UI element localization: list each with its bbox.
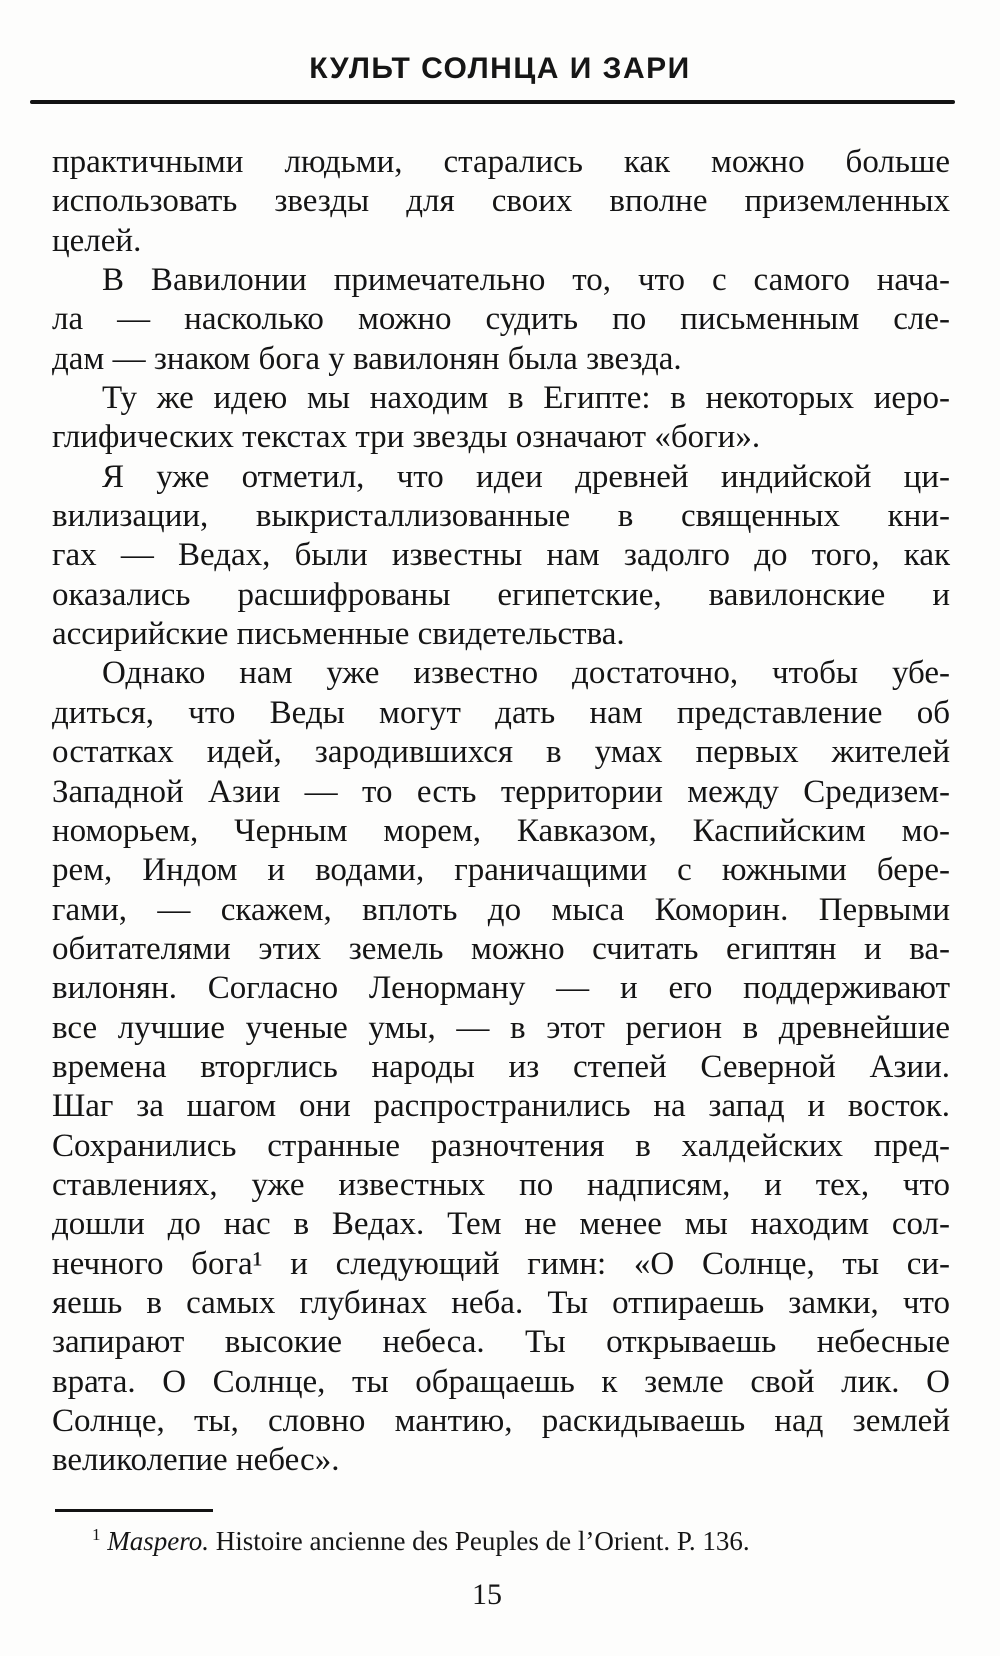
text-line: остатках идей, зародившихся в умах первых жителей xyxy=(52,734,950,771)
text-line: оказались расшифрованы египетские, вавилонские и xyxy=(52,576,950,613)
text-line: целей. xyxy=(52,222,142,259)
text-line: дам — знаком бога у вавилонян была звезда. xyxy=(52,340,682,377)
header-rule xyxy=(30,100,955,104)
text-line: Западной Азии — то есть территории между Средизем- xyxy=(52,773,950,810)
text-line: Шаг за шагом они распространились на запад и восток. xyxy=(52,1088,950,1125)
text-line: ставлениях, уже известных по надписям, и тех, что xyxy=(52,1166,950,1203)
text-line: ассирийские письменные свидетельства. xyxy=(52,616,625,653)
text-line: Я уже отметил, что идеи древней индийской ци- xyxy=(102,458,950,495)
text-line: все лучшие ученые умы, — в этот регион в древнейшие xyxy=(52,1009,950,1046)
footnote-rule xyxy=(55,1509,213,1512)
text-line: Однако нам уже известно достаточно, чтобы убе- xyxy=(102,655,950,692)
text-line: диться, что Веды могут дать нам представление об xyxy=(52,694,950,731)
text-line: ла — насколько можно судить по письменным сле- xyxy=(52,301,950,338)
text-line: В Вавилонии примечательно то, что с самого нача- xyxy=(102,262,950,299)
text-line: вилизации, выкристаллизованные в священных кни- xyxy=(52,498,950,535)
text-line: практичными людьми, старались как можно больше xyxy=(52,144,950,180)
text-line: гах — Ведах, были известны нам задолго до того, как xyxy=(52,537,950,574)
text-line: запирают высокие небеса. Ты открываешь небесные xyxy=(52,1324,950,1361)
text-line: глифических текстах три звезды означают «боги». xyxy=(52,419,761,456)
text-line: великолепие небес». xyxy=(52,1442,340,1479)
body-text xyxy=(52,143,950,1481)
footnote-text: Histoire ancienne des Peuples de l’Orient. P. 136. xyxy=(215,1526,750,1556)
text-line: рем, Индом и водами, граничащими с южными бере- xyxy=(52,852,950,889)
text-line: Солнце, ты, словно мантию, раскидываешь над землей xyxy=(52,1403,950,1439)
text-line: вилонян. Согласно Ленорману — и его поддерживают xyxy=(52,970,950,1007)
running-head-title: КУЛЬТ СОЛНЦА И ЗАРИ xyxy=(309,52,691,85)
text-line: яешь в самых глубинах неба. Ты отпираешь замки, что xyxy=(52,1284,950,1321)
text-line: нечного бога¹ и следующий гимн: «О Солнце, ты си- xyxy=(52,1245,950,1282)
text-line: обитателями этих земель можно считать египтян и ва- xyxy=(52,930,950,967)
text-line: Сохранились странные разночтения в халдейских пред- xyxy=(52,1127,950,1164)
footnote-marker: 1 xyxy=(92,1525,101,1544)
text-line: Ту же идею мы находим в Египте: в некоторых иеро- xyxy=(102,380,950,417)
text-line: использовать звезды для своих вполне приземленных xyxy=(52,183,950,220)
page-number: 15 xyxy=(472,1578,502,1611)
text-line: номорьем, Черным морем, Кавказом, Каспийским мо- xyxy=(52,812,950,849)
text-line: врата. О Солнце, ты обращаешь к земле свой лик. О xyxy=(52,1363,950,1400)
footnote xyxy=(52,1524,950,1558)
text-line: времена вторглись народы из степей Северной Азии. xyxy=(52,1048,950,1085)
footnote-author: Maspero. xyxy=(107,1526,209,1556)
text-line: дошли до нас в Ведах. Тем не менее мы находим сол- xyxy=(52,1206,950,1243)
text-line: гами, — скажем, вплоть до мыса Коморин. Первыми xyxy=(52,891,950,928)
